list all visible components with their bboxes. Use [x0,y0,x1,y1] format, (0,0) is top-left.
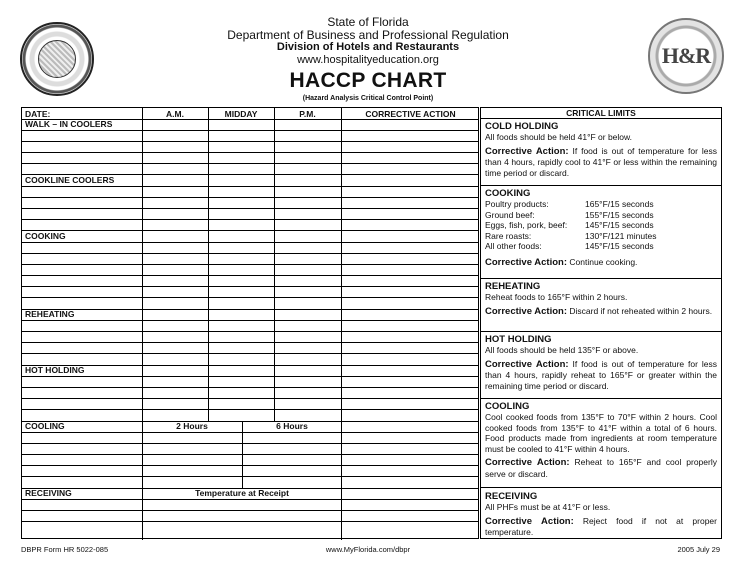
table-row-line [22,242,478,243]
receiving-title: RECEIVING [485,491,538,502]
table-row-line [22,219,478,220]
table-row-line [22,510,478,511]
col-header-midday: MIDDAY [224,109,258,119]
col-header-am: A.M. [166,109,184,119]
table-row-line [22,465,478,466]
table-row-line [22,130,478,131]
cooking-ca-label: Corrective Action: [485,256,567,268]
hot-holding-text: All foods should be held 135°F or above. [485,345,639,355]
hr-logo: H&R [661,43,711,68]
hot-holding-title: HOT HOLDING [485,334,552,345]
header-state: State of Florida [327,15,409,29]
hot-holding-ca-label: Corrective Action: [485,358,569,370]
cooking-food: Poultry products: [485,199,549,209]
limit-cooling [481,398,721,487]
cooking-temp: 130°F/121 minutes [585,230,657,241]
cooling-ca-label: Corrective Action: [485,457,570,469]
page-subtitle: (Hazard Analysis Critical Control Point) [302,95,434,102]
section-cooling: COOLING [25,421,65,431]
table-row-line [22,119,478,120]
cooling-title: COOLING [485,401,530,412]
limit-cold-holding [481,119,721,186]
cooling-text: Cool cooked foods from 135°F to 70°F within 2 hours. Cool cooked foods from 135°F to 41°F within a total of 6 hours. Food products made from ingredients at room temperature must be cooled to 41°F within 4 hours. [485,412,717,454]
cooling-col-line [142,421,143,488]
cooking-temp: 165°F/15 seconds [585,199,654,209]
cooling-6-hours-header: 6 Hours [276,421,308,431]
table-row-line [22,297,478,298]
cold-holding-ca-text: If food is out of temperature for less than 4 hours, rapidly cool to 41°F or less within the remaining time period or discard. [485,145,717,178]
table-row-line [22,521,478,522]
cooking-temp: 145°F/15 seconds [585,220,654,231]
cooking-corrective [485,257,717,269]
table-row-line [22,432,478,433]
table-row-line [22,275,478,276]
receiving-corrective [485,516,717,538]
section-cooking: COOKING [25,231,66,241]
header-website: www.hospitalityeducation.org [297,54,439,66]
table-col-line [142,108,143,421]
hot-holding-ca-text: If food is out of temperature for less than 4 hours, rapidly reheat to 165°F or greater within the remaining time period or discard. [485,358,717,391]
cold-holding-title: COLD HOLDING [485,121,559,132]
table-row-line [22,387,478,388]
cooking-temp: 155°F/15 seconds [585,209,654,220]
table-col-line [341,108,342,421]
table-row-line [22,163,478,164]
footer-form-number: DBPR Form HR 5022-085 [21,545,109,554]
cooking-food: Eggs, fish, pork, beef: [485,220,568,231]
table-row-line [22,152,478,153]
limit-hot-holding [481,331,721,399]
reheating-text: Reheat foods to 165°F within 2 hours. [485,292,628,302]
section-reheating: REHEATING [25,309,75,319]
footer-date: 2005 July 29 [677,545,720,554]
table-row-line [22,476,478,477]
cooling-corrective [485,457,717,479]
receiving-col-line [341,488,342,540]
table-row-line [22,253,478,254]
col-header-corrective-action: CORRECTIVE ACTION [365,109,456,119]
table-row-line [22,376,478,377]
section-cookline-coolers: COOKLINE COOLERS [25,175,115,185]
cooling-ca-text: Reheat to 165°F and cool properly serve or discard. [485,457,717,479]
footer-url: www.MyFlorida.com/dbpr [325,545,411,554]
cooking-temp: 145°F/15 seconds [585,241,654,252]
table-row-line [22,141,478,142]
haccp-log-table [21,107,479,539]
table-col-line [208,108,209,421]
header-department: Department of Business and Professional Regulation [227,28,509,42]
table-row-line [22,342,478,343]
table-row-line [22,286,478,287]
table-row-line [22,320,478,321]
hot-holding-corrective [485,359,717,392]
page-title: HACCP CHART [289,69,447,92]
reheating-ca-text: Discard if not reheated within 2 hours. [569,305,713,316]
receiving-temp-header: Temperature at Receipt [195,488,289,498]
table-row-line [22,421,478,422]
cooling-col-line [341,421,342,488]
cooking-food: All other foods: [485,241,542,252]
receiving-ca-label: Corrective Action: [485,515,574,527]
table-row-line [22,186,478,187]
section-hot-holding: HOT HOLDING [25,365,85,375]
receiving-col-line [142,488,143,540]
limit-receiving [481,487,721,540]
section-walk-in-coolers: WALK – IN COOLERS [25,119,113,129]
table-row-line [22,174,478,175]
table-row-line [22,398,478,399]
limit-cooking [481,185,721,280]
table-row-line [22,264,478,265]
col-header-pm: P.M. [299,109,316,119]
section-receiving: RECEIVING [25,488,72,498]
cooking-temps-list [485,199,717,252]
table-row-line [22,353,478,354]
receiving-text: All PHFs must be at 41°F or less. [485,502,611,512]
critical-limits-panel [480,107,722,539]
receiving-ca-text: Reject food if not at proper temperature. [485,515,717,538]
table-row-line [22,365,478,366]
reheating-corrective [485,306,717,318]
table-row-line [22,331,478,332]
table-row-line [22,230,478,231]
critical-limits-heading: CRITICAL LIMITS [481,108,721,119]
header-division: Division of Hotels and Restaurants [276,41,460,53]
cold-holding-corrective [485,146,717,179]
table-row-line [22,208,478,209]
cooking-food: Ground beef: [485,209,535,220]
table-row-line [22,454,478,455]
table-row-line [22,409,478,410]
cooking-food: Rare roasts: [485,230,532,241]
limit-reheating [481,278,721,333]
reheating-ca-label: Corrective Action: [485,305,567,317]
cooling-2-hours-header: 2 Hours [176,421,208,431]
reheating-title: REHEATING [485,281,541,292]
table-row-line [22,443,478,444]
col-header-date: DATE: [25,109,51,119]
cooking-title: COOKING [485,188,531,199]
cooling-col-line [242,421,243,488]
table-row-line [22,197,478,198]
table-row-line [22,309,478,310]
table-row-line [22,499,478,500]
table-row-line [22,488,478,489]
cold-holding-ca-label: Corrective Action: [485,145,569,157]
cooking-ca-text: Continue cooking. [569,256,638,267]
table-col-line [274,108,275,421]
cold-holding-text: All foods should be held 41°F or below. [485,132,633,142]
